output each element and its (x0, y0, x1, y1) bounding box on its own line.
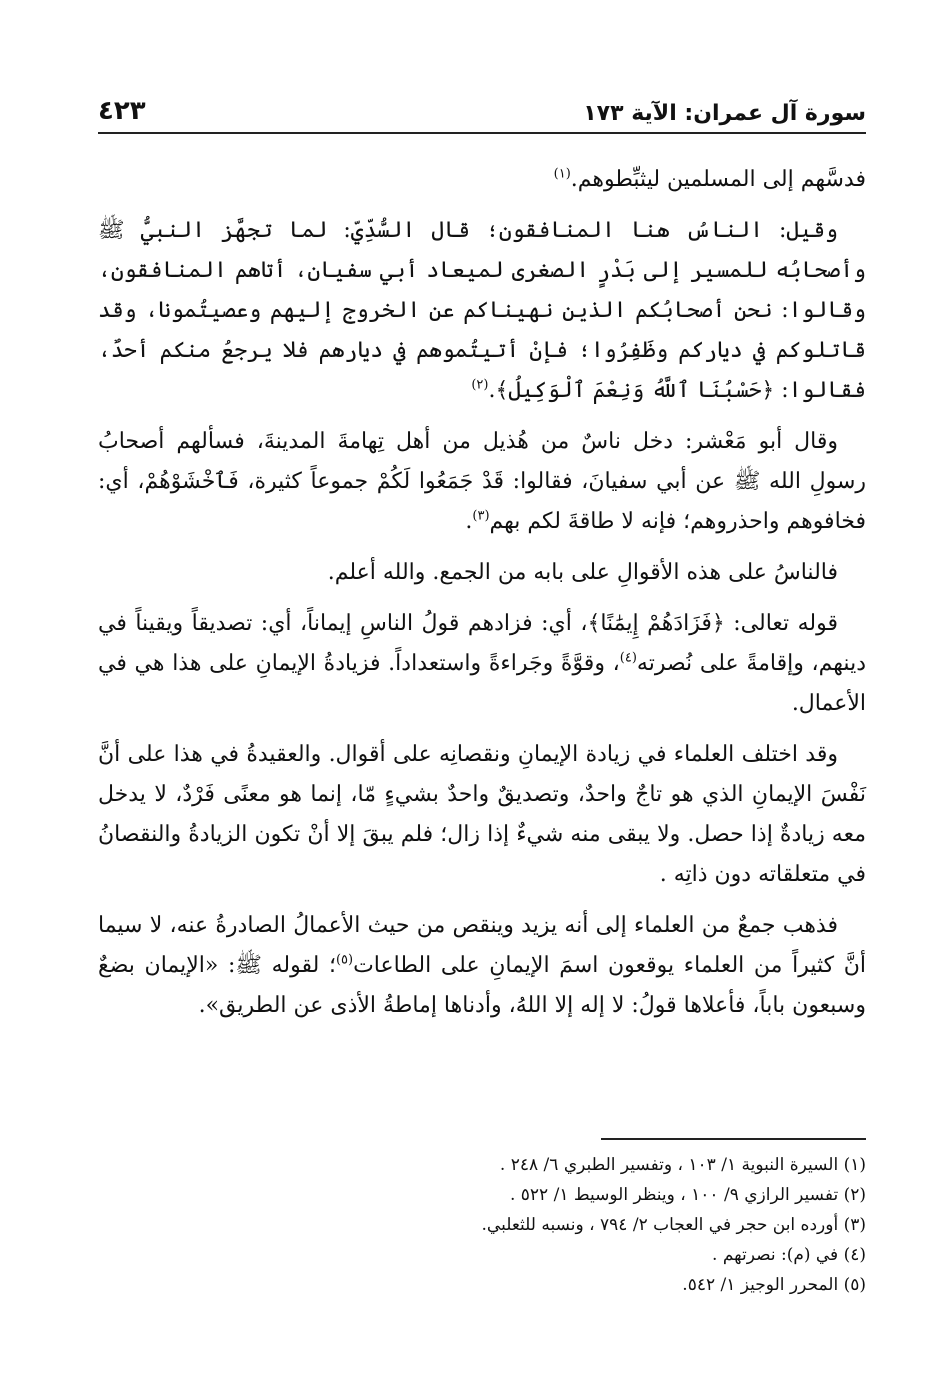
running-title: سورة آل عمران: الآية ١٧٣ (583, 101, 866, 126)
footnote-divider (601, 1138, 866, 1140)
paragraph-text: قوله تعالى: ﴿فَزَادَهُمْ إِيمَٰنًا﴾، أي: فزادهم قولُ الناسِ إيماناً، أي: تصديقاً ويقيناً في دينهم، وإقامةً على نُصرته (98, 611, 866, 676)
paragraph (98, 604, 866, 724)
paragraph-text: فذهب جمعٌ من العلماء إلى أنه يزيد وينقص من حيث الأعمالُ الصادرةُ عنه، لا سيما أنَّ كثيراً من العلماء يوقعون اسمَ الإيمانِ على الطاعات (98, 913, 866, 978)
paragraph-text: وقال أبو مَعْشر: دخل ناسٌ من هُذيل من أهل تِهامةَ المدينةَ، فسألهم أصحابُ رسولِ الله ﷺ عن أبي سفيانَ، فقالوا: قَدْ جَمَعُوا لَكُمْ جموعاً كثيرة، فَٱخْشَوْهُمْ، أي: فخافوهم واحذروهم؛ فإنه لا طاقةَ لكم بهم (98, 429, 866, 534)
footnote: (٥) المحرر الوجيز ١/ ٥٤٢. (682, 1275, 866, 1295)
footnote-ref: (٣) (472, 508, 490, 524)
paragraph (98, 160, 866, 200)
footnotes (98, 1150, 866, 1300)
paragraph-text: فالناسُ على هذه الأقوالِ على بابه من الجمع. والله أعلم. (327, 560, 838, 585)
paragraph-text-tail: ؛ لقوله ﷺ: «الإيمان بضعٌ وسبعون باباً، فأعلاها قولُ: لا إله إلا اللهُ، وأدناها إماطةُ الأذى عن الطريق». (98, 953, 866, 1018)
footnote: (٢) تفسير الرازي ٩/ ١٠٠ ، وينظر الوسيط ١/ ٥٢٢ . (509, 1185, 866, 1205)
footnote: (٣) أورده ابن حجر في العجاب ٢/ ٧٩٤ ، ونسبه للثعلبي. (481, 1215, 866, 1235)
paragraph (98, 211, 866, 411)
paragraph (98, 553, 866, 593)
footnote-ref: (٥) (335, 952, 354, 968)
running-header (98, 88, 866, 134)
paragraph-text: وقيل: الناسُ هنا المنافقون؛ قال السُّدِّيّ: لما تجهَّز النبيُّ ﷺ وأصحابُه للمسير إلى بَدْرٍ الصغرى لميعاد أبي سفيان، أتاهم المنافقون، وقالوا: نحن أصحابُكم الذين نهيناكم عن الخروج إليهم وعصيتُمونا، وقد قاتلوكم في دياركم وظَفِرُوا؛ فإنْ أتيتُموهم في ديارهم فلا يرجعُ منكم أحدٌ، فقالوا: ﴿حَسْبُنَا ٱللَّهُ وَنِعْمَ ٱلْوَكِيلُ﴾. (98, 218, 866, 403)
footnote: (٤) في (م): نصرتهم . (712, 1245, 866, 1265)
page-number: ٤٢٣ (98, 96, 146, 126)
footnote-ref: (٢) (471, 377, 489, 393)
paragraph-text-tail: . (465, 509, 473, 534)
paragraph-text-tail: ، وقوَّةً وجَراءةً واستعداداً. فزيادةُ الإيمانِ على هذا هي في الأعمال. (98, 651, 866, 716)
paragraph (98, 422, 866, 542)
paragraph-text: فدسَّهم إلى المسلمين ليثبِّطوهم. (570, 167, 866, 192)
footnote-ref: (٤) (619, 650, 637, 666)
paragraph (98, 906, 866, 1026)
footnote-ref: (١) (553, 166, 571, 182)
paragraph-text: وقد اختلف العلماء في زيادة الإيمانِ ونقصانِه على أقوال. والعقيدةُ في هذا على أنَّ نَفْسَ الإيمانِ الذي هو تاجٌ واحدٌ، وتصديقٌ واحدٌ بشيءٍ مّا، إنما هو معنًى فَرْدٌ، لا يدخل معه زيادةٌ إذا حصل. ولا يبقى منه شيءٌ إذا زال؛ فلم يبقَ إلا أنْ تكون الزيادةُ والنقصانُ في متعلقاته دون ذاتِه . (98, 742, 866, 887)
paragraph (98, 735, 866, 895)
main-text (98, 160, 866, 1037)
footnote: (١) السيرة النبوية ١/ ١٠٣ ، وتفسير الطبري ٦/ ٢٤٨ . (499, 1155, 866, 1175)
